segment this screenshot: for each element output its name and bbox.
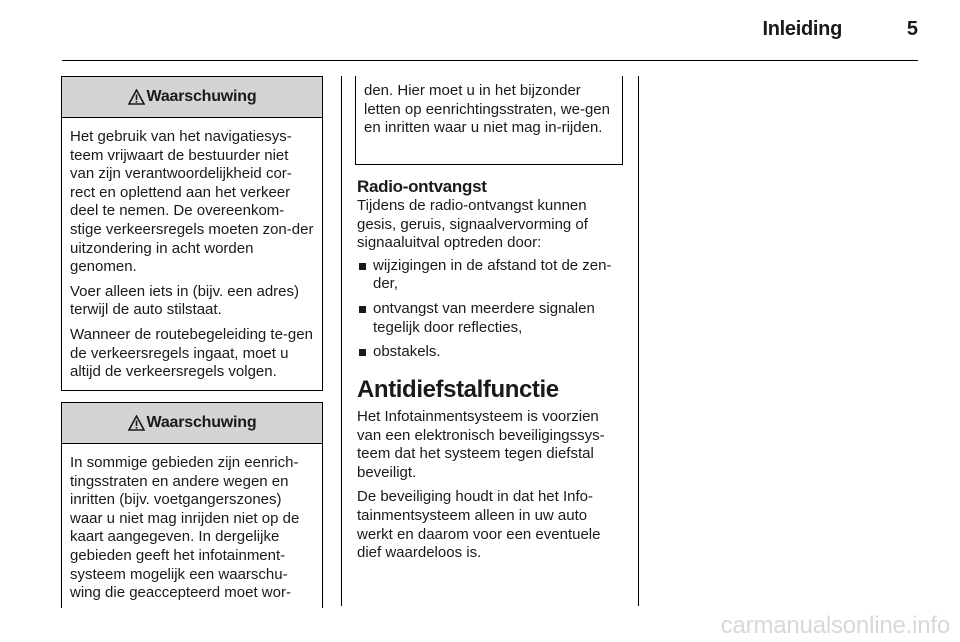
section-heading-radio: Radio-ontvangst xyxy=(357,177,487,196)
antitheft-paragraph: De beveiliging houdt in dat het Info-tainmentsysteem alleen in uw auto werkt en daarom voor een eventuele dief waardeloos is. xyxy=(357,488,601,562)
page-number: 5 xyxy=(906,18,918,40)
list-item: wijzigingen in de afstand tot de zen-der, xyxy=(357,257,627,294)
page-header xyxy=(0,0,960,62)
bullet-list xyxy=(357,257,627,362)
warning-heading-text: Waarschuwing xyxy=(146,88,257,105)
warning-continuation-box xyxy=(355,76,623,165)
antitheft-section xyxy=(357,376,627,569)
list-item: ontvangst van meerdere signalen tegelijk door reflecties, xyxy=(357,300,627,337)
warning-paragraph: Voer alleen iets in (bijv. een adres) terwijl de auto stilstaat. xyxy=(70,282,300,319)
column-divider-1 xyxy=(341,76,342,606)
page-title: Inleiding xyxy=(762,18,842,40)
radio-reception-section xyxy=(357,177,627,368)
column-divider-2 xyxy=(638,76,639,606)
list-item: obstakels. xyxy=(357,343,627,362)
warning-paragraph: Het gebruik van het navigatiesys-teem vrijwaart de bestuurder niet van zijn verantwoordelijkheid cor-rect en oplettend aan het verkeer deel te nemen. De overeenkom-stige verkeersregels moeten zon-der uitzondering in acht worden genomen. xyxy=(70,128,314,276)
warning-heading xyxy=(62,403,322,444)
antitheft-paragraph: Het Infotainmentsysteem is voorzien van een elektronisch beveiligingssys-teem dat het systeem tegen diefstal beveiligt. xyxy=(357,408,605,481)
warning-heading-text: Waarschuwing xyxy=(146,414,257,431)
section-heading-antitheft: Antidiefstalfunctie xyxy=(357,376,559,403)
warning-paragraph: Wanneer de routebegeleiding te-gen de verkeersregels ingaat, moet u altijd de verkeersregels volgen. xyxy=(70,325,313,381)
warning-triangle-icon xyxy=(128,89,145,105)
warning-box-navigation xyxy=(61,76,323,391)
warning-triangle-icon xyxy=(128,415,145,431)
warning-heading xyxy=(62,77,322,118)
radio-intro: Tijdens de radio-ontvangst kunnen gesis, geruis, signaalvervorming of signaaluitval optreden door: xyxy=(357,197,588,252)
warning-continuation-text: den. Hier moet u in het bijzonder letten op eenrichtingsstraten, we-gen en inritten waar u niet mag in-rijden. xyxy=(364,82,610,137)
warning-box-one-way-streets xyxy=(61,402,323,608)
header-divider xyxy=(62,60,918,61)
warning-paragraph: In sommige gebieden zijn eenrich-tingsstraten en andere wegen en inritten (bijv. voetgangerszones) waar u niet mag inrijden niet op de kaart aangegeven. In dergelijke gebieden geeft het infotainment-systeem mogelijk een waarschu-wing die geaccepteerd moet wor- xyxy=(70,454,300,602)
watermark: carmanualsonline.info xyxy=(720,612,950,639)
